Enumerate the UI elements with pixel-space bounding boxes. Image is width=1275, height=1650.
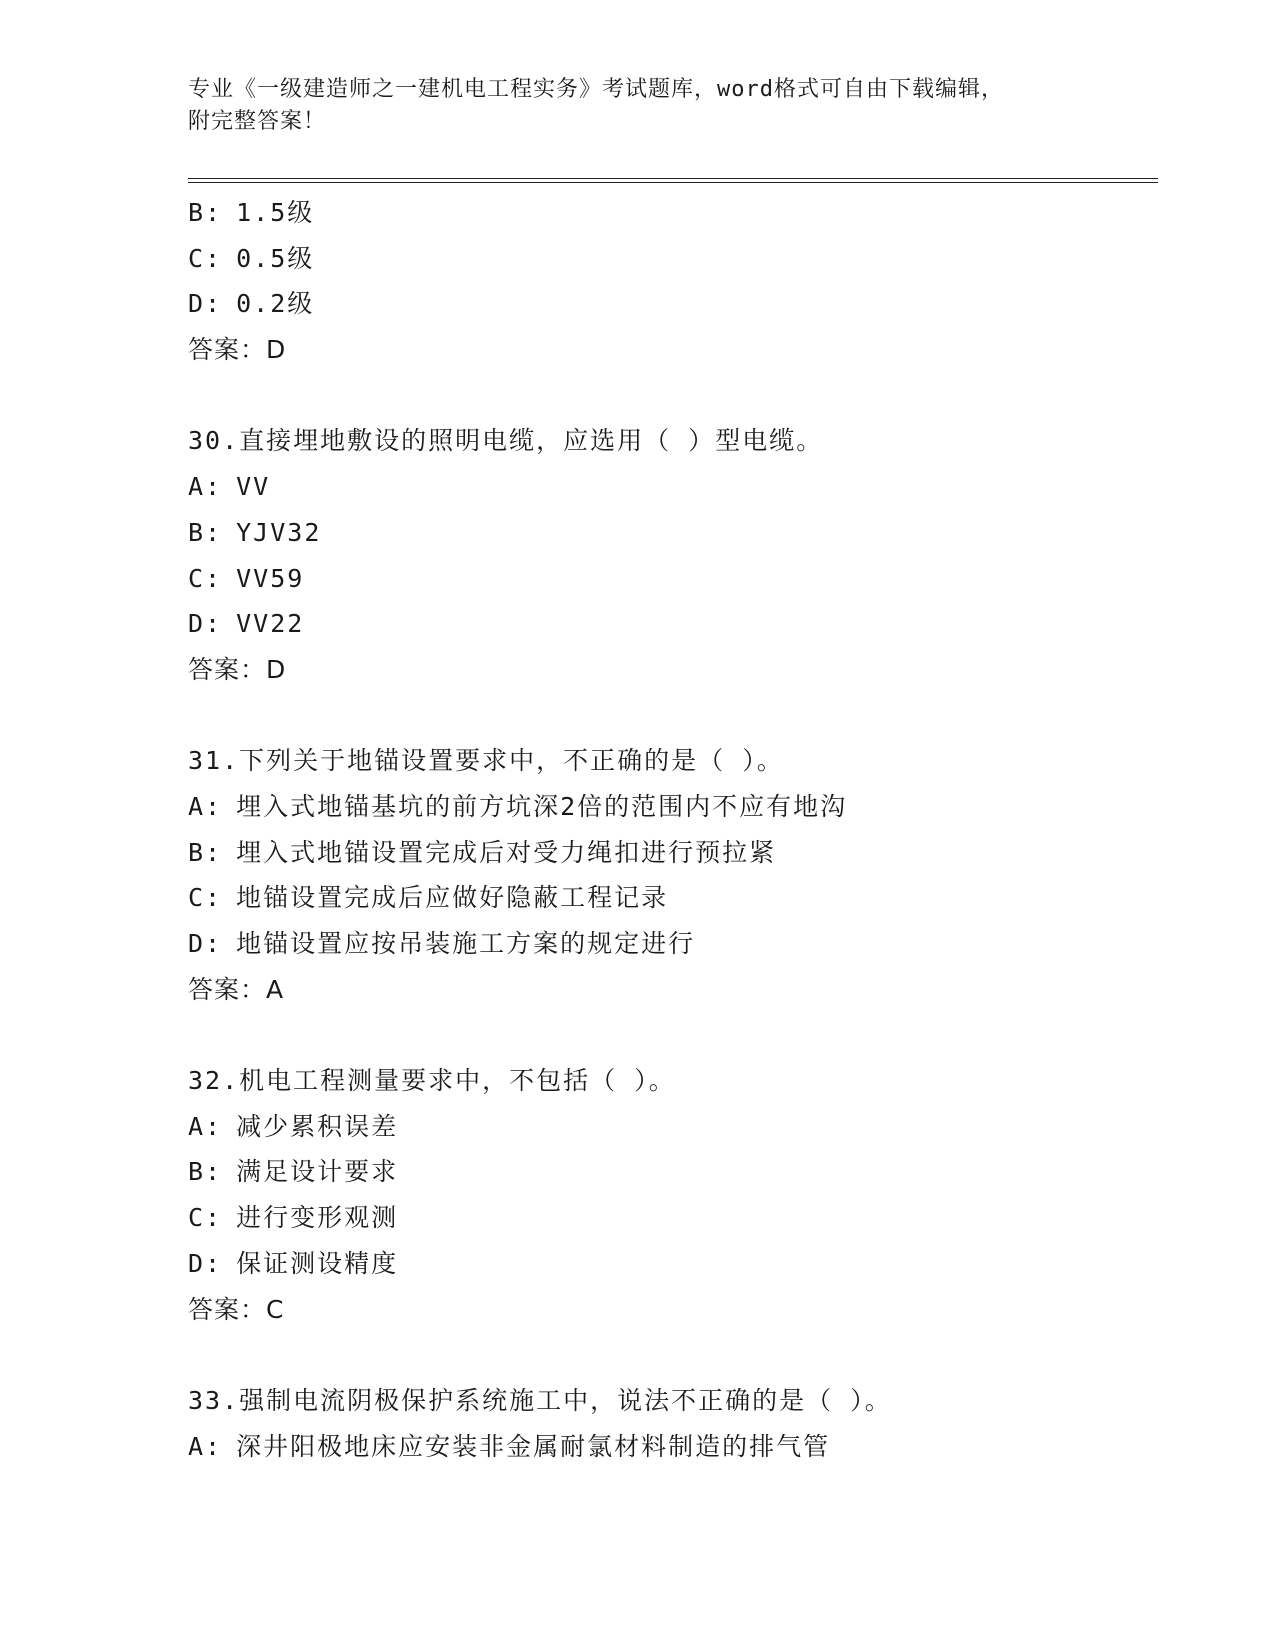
option-label: D: [188,609,223,639]
option-text: 1.5级 [236,198,315,227]
option-text: 0.2级 [236,289,315,319]
option-label: D: [188,1248,223,1278]
header-line-1: 专业《一级建造师之一建机电工程实务》考试题库，word格式可自由下载编辑， [188,77,1004,102]
option-text: VV22 [236,609,305,639]
option-text: 减少累积误差 [236,1111,399,1141]
option-text: YJV32 [236,517,322,547]
answer-line: 答案：C [188,1294,285,1324]
option-label: C: [188,243,223,273]
option-a [188,464,1158,510]
question-stem: 30.直接埋地敷设的照明电缆，应选用（ ）型电缆。 [188,426,824,456]
answer-line: 答案：D [188,654,287,684]
question-content [188,190,1158,1469]
option-label: A: [188,1431,223,1461]
option-text: 深井阳极地床应安装非金属耐氯材料制造的排气管 [236,1431,831,1461]
option-label: A: [188,472,223,502]
question-31 [188,738,1158,1012]
option-text: 埋入式地锚基坑的前方坑深2倍的范围内不应有地沟 [236,791,848,821]
option-c [188,875,1158,921]
option-text: VV59 [236,563,305,593]
option-label: C: [188,1203,223,1233]
option-b [188,190,1158,236]
option-c [188,236,1158,282]
option-d [188,1241,1158,1287]
header-divider-bottom [188,182,1158,183]
answer-line: 答案：D [188,335,287,365]
option-b [188,510,1158,556]
option-label: B: [188,517,223,547]
option-label: C: [188,883,223,913]
option-d [188,601,1158,647]
option-text: 地锚设置应按吊装施工方案的规定进行 [236,929,696,958]
partial-question [188,190,1158,373]
option-label: B: [188,1157,223,1187]
question-32 [188,1058,1158,1332]
question-30 [188,418,1158,692]
option-label: A: [188,791,223,821]
option-text: 满足设计要求 [236,1157,399,1187]
answer-line: 答案：A [188,974,285,1004]
option-text: 埋入式地锚设置完成后对受力绳扣进行预拉紧 [236,837,777,867]
option-d [188,281,1158,327]
option-text: VV [236,472,271,502]
option-c [188,556,1158,602]
option-label: D: [188,289,223,319]
option-label: A: [188,1111,223,1141]
option-label: B: [188,837,223,867]
option-b [188,1149,1158,1195]
header-divider-top [188,178,1158,179]
document-header [188,74,1088,138]
option-text: 进行变形观测 [236,1203,399,1233]
option-a [188,1104,1158,1150]
option-label: C: [188,563,223,593]
option-text: 地锚设置完成后应做好隐蔽工程记录 [236,883,669,913]
header-line-2: 附完整答案！ [188,109,327,134]
option-label: B: [188,198,223,227]
question-stem: 33.强制电流阴极保护系统施工中，说法不正确的是（ ）。 [188,1385,892,1415]
option-c [188,1195,1158,1241]
question-stem: 32.机电工程测量要求中，不包括（ ）。 [188,1066,676,1096]
option-a [188,784,1158,830]
question-33 [188,1378,1158,1469]
option-a [188,1424,1158,1470]
question-stem: 31.下列关于地锚设置要求中，不正确的是（ ）。 [188,746,784,776]
option-d [188,921,1158,967]
option-label: D: [188,929,223,958]
option-text: 保证测设精度 [236,1248,399,1278]
option-text: 0.5级 [236,243,315,273]
option-b [188,830,1158,876]
